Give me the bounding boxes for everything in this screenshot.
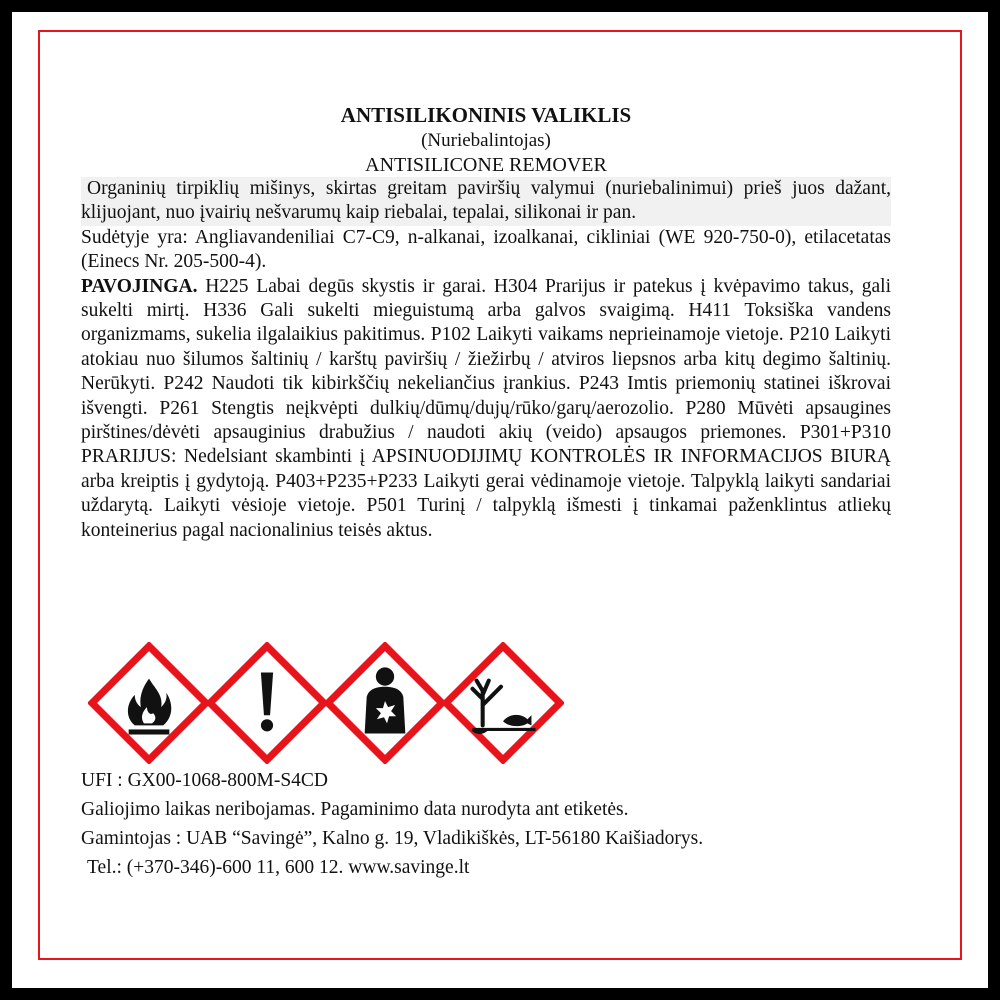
label-content <box>81 101 891 543</box>
ufi-code: UFI : GX00-1068-800M-S4CD <box>81 770 329 791</box>
validity-text: Galiojimo laikas neribojamas. Pagaminimo data nurodyta ant etiketės. <box>81 799 629 820</box>
exclamation-mark-icon <box>206 642 328 764</box>
product-title: ANTISILIKONINIS VALIKLIS <box>340 103 632 127</box>
signal-word: PAVOJINGA. <box>81 275 198 297</box>
flame-icon <box>88 642 210 764</box>
health-hazard-icon <box>324 642 446 764</box>
contact-text: Tel.: (+370-346)-600 11, 600 12. www.savinge.lt <box>87 857 470 878</box>
composition-text: Sudėtyje yra: Angliavandeniliai C7-C9, n-alkanai, izoalkanai, cikliniai (WE 920-750-0), etilacetatas (Einecs Nr. 205-500-4). <box>81 226 891 273</box>
manufacturer-text: Gamintojas : UAB “Savingė”, Kalno g. 19, Vladikiškės, LT-56180 Kaišiadorys. <box>81 828 704 849</box>
label-footer <box>81 766 901 882</box>
product-english-name: ANTISILICONE REMOVER <box>365 154 607 176</box>
ghs-pictograms <box>88 642 628 762</box>
product-subtitle: (Nuriebalintojas) <box>421 130 551 151</box>
hazard-paragraph <box>81 275 891 543</box>
hazard-statements: H225 Labai degūs skystis ir garai. H304 Prarijus ir patekus į kvėpavimo takus, gali sukelti mirtį. H336 Gali sukelti mieguistumą arba galvos svaigimą. H411 Toksiška vandens organizmams, sukelia ilgalaikius pakitimus. P102 Laikyti vaikams neprieinamoje vietoje. P210 Laikyti atokiau nuo šilumos šaltinių / karštų paviršių / žiežirbų / atviros liepsnos arba kitų degimo šaltinių. Nerūkyti. P242 Naudoti tik kibirkščių nekeliančius įrankius. P243 Imtis priemonių statinei iškrovai išvengti. P261 Stengtis neįkvėpti dulkių/dūmų/dujų/rūko/garų/aerozolio. P280 Mūvėti apsaugines pirštines/dėvėti apsauginius drabužius / naudoti akių (veido) apsaugos priemones. P301+P310 PRARIJUS: Nedelsiant skambinti į APSINUODIJIMŲ KONTROLĖS IR INFORMACIJOS BIURĄ arba kreiptis į gydytoją. P403+P235+P233 Laikyti gerai vėdinamoje vietoje. Talpyklą laikyti sandariai uždarytą. Laikyti vėsioje vietoje. P501 Turinį / talpyklą išmesti į tinkamai paženklintus atliekų konteinerius pagal nacionalinius teisės aktus. <box>81 275 891 541</box>
environment-icon <box>442 642 564 764</box>
product-description: Organinių tirpiklių mišinys, skirtas greitam paviršių valymui (nuriebalinimui) prieš juos dažant, klijuojant, nuo įvairių nešvarumų kaip riebalai, tepalai, silikonai ir pan. <box>81 177 891 226</box>
